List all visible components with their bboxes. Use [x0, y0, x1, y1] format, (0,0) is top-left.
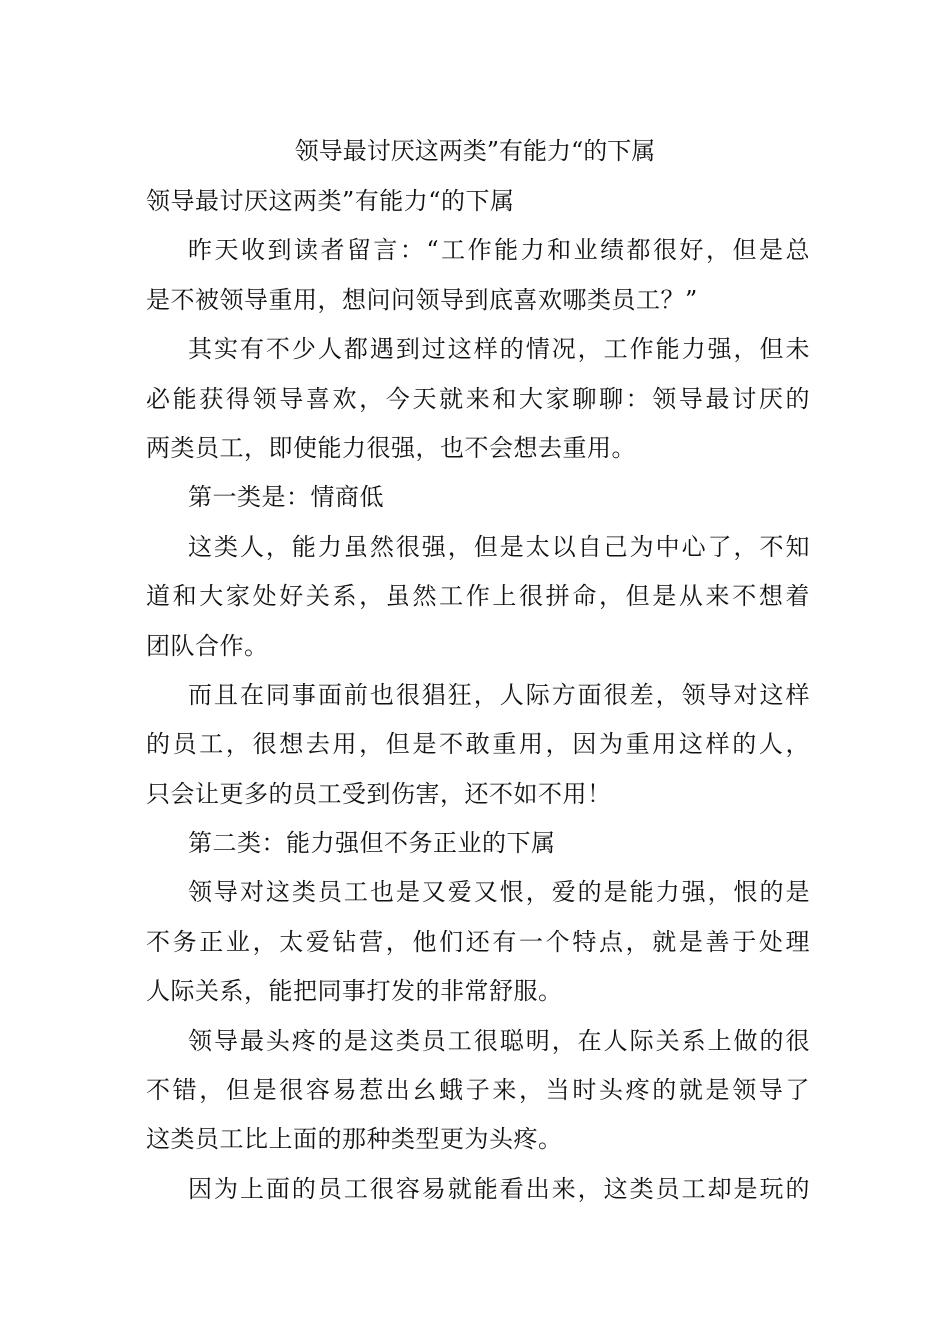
- paragraph-line: 其实有不少人都遇到过这样的情况，工作能力强，但未: [188, 335, 810, 364]
- paragraph-line: 领导最讨厌这两类”有能力“的下属: [146, 187, 515, 215]
- paragraph-line: 的员工，很想去用，但是不敢重用，因为重用这样的人，: [146, 730, 810, 759]
- paragraph-line: 这类人，能力虽然很强，但是太以自己为中心了，不知: [188, 532, 810, 561]
- paragraph-line: 而且在同事面前也很猖狂，人际方面很差，领导对这样: [188, 680, 810, 709]
- paragraph-line: 领导最头疼的是这类员工很聪明，在人际关系上做的很: [188, 1026, 810, 1055]
- paragraph-line: 不务正业，太爱钻营，他们还有一个特点，就是善于处理: [146, 927, 810, 956]
- paragraph-line: 人际关系，能把同事打发的非常舒服。: [146, 977, 563, 1006]
- document-title: 领导最讨厌这两类”有能力“的下属: [294, 137, 656, 165]
- paragraph-line: 必能获得领导喜欢，今天就来和大家聊聊：领导最讨厌的: [146, 384, 810, 413]
- paragraph-line: 因为上面的员工很容易就能看出来，这类员工却是玩的: [188, 1174, 810, 1203]
- paragraph-line: 团队合作。: [146, 631, 269, 660]
- paragraph-line: 昨天收到读者留言：“工作能力和业绩都很好，但是总: [188, 236, 810, 265]
- paragraph-line: 领导对这类员工也是又爱又恨，爱的是能力强，恨的是: [188, 878, 810, 907]
- section-heading: 第一类是：情商低: [188, 483, 384, 512]
- paragraph-line: 只会让更多的员工受到伤害，还不如不用！: [146, 779, 612, 808]
- document-body: [146, 177, 810, 1214]
- paragraph-line: 不错，但是很容易惹出幺蛾子来，当时头疼的就是领导了: [146, 1076, 810, 1105]
- paragraph-line: 这类员工比上面的那种类型更为头疼。: [146, 1125, 563, 1154]
- section-heading: 第二类：能力强但不务正业的下属: [188, 829, 556, 858]
- paragraph-line: 是不被领导重用，想问问领导到底喜欢哪类员工？”: [146, 285, 698, 314]
- paragraph-line: 道和大家处好关系，虽然工作上很拼命，但是从来不想着: [146, 582, 810, 611]
- paragraph-line: 两类员工，即使能力很强，也不会想去重用。: [146, 433, 636, 462]
